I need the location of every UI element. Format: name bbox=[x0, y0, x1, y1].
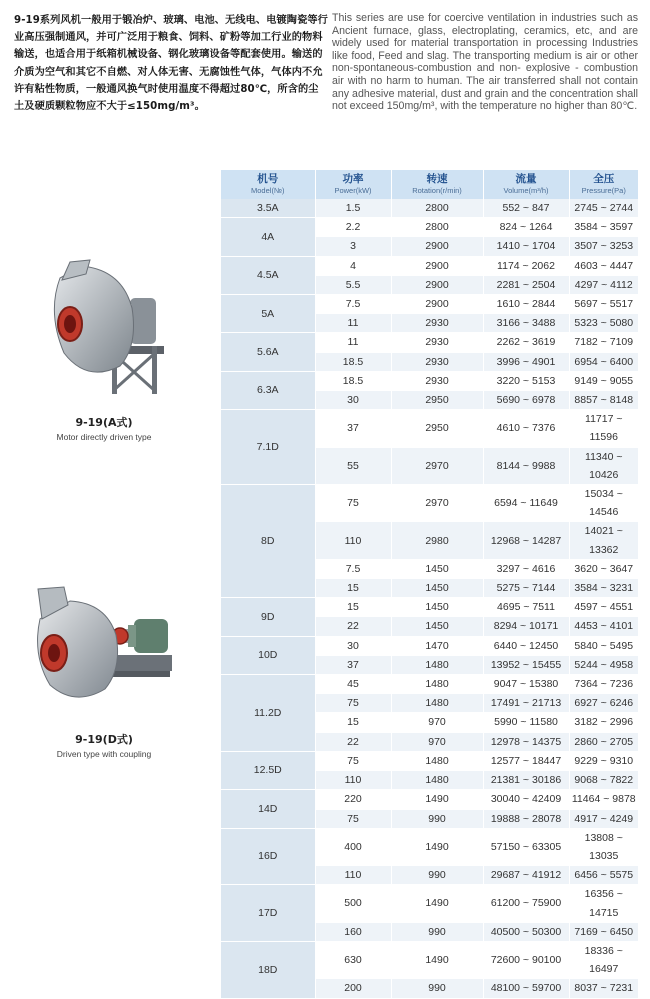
power-cell: 400 bbox=[315, 828, 391, 865]
volume-cell: 1410 ~ 1704 bbox=[483, 237, 569, 256]
volume-cell: 57150 ~ 63305 bbox=[483, 828, 569, 865]
fan-d-model: 9-19(D式) bbox=[75, 733, 133, 746]
rotation-cell: 2970 bbox=[391, 447, 483, 484]
rotation-cell: 990 bbox=[391, 922, 483, 941]
header-pressure bbox=[569, 170, 638, 199]
power-cell: 110 bbox=[315, 771, 391, 790]
rotation-cell: 2800 bbox=[391, 218, 483, 237]
table-row bbox=[221, 199, 638, 218]
header-rotation-en: Rotation(r/min) bbox=[412, 185, 462, 195]
volume-cell: 5690 ~ 6978 bbox=[483, 391, 569, 410]
volume-cell: 12577 ~ 18447 bbox=[483, 751, 569, 770]
table-row bbox=[221, 675, 638, 694]
rotation-cell: 2900 bbox=[391, 295, 483, 314]
pressure-cell: 16356 ~ 14715 bbox=[569, 885, 638, 922]
header-power-en: Power(kW) bbox=[334, 185, 372, 195]
table-row bbox=[221, 410, 638, 447]
power-cell: 22 bbox=[315, 732, 391, 751]
volume-cell: 13952 ~ 15455 bbox=[483, 655, 569, 674]
power-cell: 22 bbox=[315, 617, 391, 636]
fan-a-caption bbox=[19, 414, 189, 442]
header-power-cn: 功率 bbox=[342, 172, 364, 185]
rotation-cell: 1480 bbox=[391, 655, 483, 674]
pressure-cell: 3182 ~ 2996 bbox=[569, 713, 638, 732]
rotation-cell: 1490 bbox=[391, 828, 483, 865]
volume-cell: 4610 ~ 7376 bbox=[483, 410, 569, 447]
table-row bbox=[221, 885, 638, 922]
pressure-cell: 5323 ~ 5080 bbox=[569, 314, 638, 333]
header-model-cn: 机号 bbox=[257, 172, 279, 185]
model-cell: 5.6A bbox=[221, 333, 315, 371]
table-row bbox=[221, 371, 638, 390]
table-row bbox=[221, 333, 638, 352]
table-row bbox=[221, 295, 638, 314]
header-pressure-en: Pressure(Pa) bbox=[581, 185, 626, 195]
volume-cell: 8294 ~ 10171 bbox=[483, 617, 569, 636]
fan-d-caption bbox=[19, 731, 189, 759]
rotation-cell: 1450 bbox=[391, 579, 483, 598]
pressure-cell: 3507 ~ 3253 bbox=[569, 237, 638, 256]
pressure-cell: 8857 ~ 8148 bbox=[569, 391, 638, 410]
power-cell: 37 bbox=[315, 655, 391, 674]
volume-cell: 3996 ~ 4901 bbox=[483, 352, 569, 371]
volume-cell: 8144 ~ 9988 bbox=[483, 447, 569, 484]
volume-cell: 48100 ~ 59700 bbox=[483, 979, 569, 998]
fan-a-image bbox=[42, 258, 172, 398]
volume-cell: 19888 ~ 28078 bbox=[483, 809, 569, 828]
power-cell: 2.2 bbox=[315, 218, 391, 237]
model-cell: 5A bbox=[221, 295, 315, 333]
volume-cell: 2281 ~ 2504 bbox=[483, 275, 569, 294]
power-cell: 11 bbox=[315, 333, 391, 352]
model-cell: 8D bbox=[221, 485, 315, 598]
model-cell: 3.5A bbox=[221, 199, 315, 218]
model-cell: 12.5D bbox=[221, 751, 315, 789]
power-cell: 630 bbox=[315, 941, 391, 978]
intro-english: This series are use for coercive ventilation in industries such as Ancient furnace, glass, electroplating, ceramics, etc, and are widely used for material transportation in processing Industries like food, Feed and slag. The transporting medium is air or other non-spontaneous-combustion and non- explosive - combustion air with no harm to human. The air transferred shall not contain any adhesive material, dust and grain and the concentration shall not exceed 150mg/m³, with the temperature no higher than 80℃. bbox=[332, 12, 638, 113]
volume-cell: 6594 ~ 11649 bbox=[483, 485, 569, 522]
table-row bbox=[221, 941, 638, 978]
volume-cell: 40500 ~ 50300 bbox=[483, 922, 569, 941]
rotation-cell: 1490 bbox=[391, 941, 483, 978]
pressure-cell: 5840 ~ 5495 bbox=[569, 636, 638, 655]
table-row bbox=[221, 828, 638, 865]
power-cell: 18.5 bbox=[315, 371, 391, 390]
power-cell: 75 bbox=[315, 751, 391, 770]
model-cell: 18D bbox=[221, 941, 315, 998]
fan-d-desc: Driven type with coupling bbox=[56, 749, 152, 759]
volume-cell: 3220 ~ 5153 bbox=[483, 371, 569, 390]
volume-cell: 5275 ~ 7144 bbox=[483, 579, 569, 598]
power-cell: 110 bbox=[315, 866, 391, 885]
rotation-cell: 990 bbox=[391, 866, 483, 885]
model-cell: 14D bbox=[221, 790, 315, 828]
pressure-cell: 9229 ~ 9310 bbox=[569, 751, 638, 770]
rotation-cell: 2900 bbox=[391, 237, 483, 256]
pressure-cell: 5244 ~ 4958 bbox=[569, 655, 638, 674]
pressure-cell: 11717 ~ 11596 bbox=[569, 410, 638, 447]
power-cell: 200 bbox=[315, 979, 391, 998]
header-pressure-cn: 全压 bbox=[593, 172, 615, 185]
header-model-en: Model(№) bbox=[251, 185, 285, 195]
rotation-cell: 1480 bbox=[391, 694, 483, 713]
power-cell: 160 bbox=[315, 922, 391, 941]
rotation-cell: 990 bbox=[391, 809, 483, 828]
pressure-cell: 5697 ~ 5517 bbox=[569, 295, 638, 314]
pressure-cell: 8037 ~ 7231 bbox=[569, 979, 638, 998]
rotation-cell: 1450 bbox=[391, 559, 483, 578]
volume-cell: 824 ~ 1264 bbox=[483, 218, 569, 237]
intro-chinese: 9-19系列风机一般用于锻冶炉、玻璃、电池、无线电、电镀陶瓷等行业高压强制通风，并可广泛用于粮食、饲料、矿粉等加工行业的物料输送，也适合用于纸箱机械设备、钢化玻璃设备等配套使用。输送的介质为空气和其它不自燃、对人体无害、无腐蚀性气体，气体内不允许有粘性物质，一般通风换气时使用温度不得超过80℃，所含的尘土及硬质颗粒物应不大于≤150mg/m³。 bbox=[14, 15, 328, 113]
pressure-cell: 6927 ~ 6246 bbox=[569, 694, 638, 713]
header-volume-cn: 流量 bbox=[515, 172, 537, 185]
power-cell: 3 bbox=[315, 237, 391, 256]
fan-a-model: 9-19(A式) bbox=[75, 416, 133, 429]
rotation-cell: 2950 bbox=[391, 391, 483, 410]
volume-cell: 1174 ~ 2062 bbox=[483, 256, 569, 275]
volume-cell: 1610 ~ 2844 bbox=[483, 295, 569, 314]
rotation-cell: 2930 bbox=[391, 352, 483, 371]
table-row bbox=[221, 256, 638, 275]
rotation-cell: 2800 bbox=[391, 199, 483, 218]
fan-a-desc: Motor directly driven type bbox=[56, 432, 152, 442]
rotation-cell: 1480 bbox=[391, 675, 483, 694]
pressure-cell: 3584 ~ 3597 bbox=[569, 218, 638, 237]
volume-cell: 12978 ~ 14375 bbox=[483, 732, 569, 751]
rotation-cell: 990 bbox=[391, 979, 483, 998]
fan-d-image bbox=[30, 585, 180, 710]
rotation-cell: 2980 bbox=[391, 522, 483, 559]
pressure-cell: 4597 ~ 4551 bbox=[569, 598, 638, 617]
model-cell: 16D bbox=[221, 828, 315, 885]
pressure-cell: 3620 ~ 3647 bbox=[569, 559, 638, 578]
pressure-cell: 18336 ~ 16497 bbox=[569, 941, 638, 978]
header-rotation-cn: 转速 bbox=[426, 172, 448, 185]
volume-cell: 12968 ~ 14287 bbox=[483, 522, 569, 559]
power-cell: 220 bbox=[315, 790, 391, 809]
volume-cell: 72600 ~ 90100 bbox=[483, 941, 569, 978]
power-cell: 5.5 bbox=[315, 275, 391, 294]
rotation-cell: 2900 bbox=[391, 256, 483, 275]
model-cell: 4A bbox=[221, 218, 315, 256]
pressure-cell: 9068 ~ 7822 bbox=[569, 771, 638, 790]
rotation-cell: 1480 bbox=[391, 771, 483, 790]
pressure-cell: 11340 ~ 10426 bbox=[569, 447, 638, 484]
volume-cell: 29687 ~ 41912 bbox=[483, 866, 569, 885]
model-cell: 7.1D bbox=[221, 410, 315, 485]
power-cell: 30 bbox=[315, 391, 391, 410]
power-cell: 55 bbox=[315, 447, 391, 484]
table-row bbox=[221, 598, 638, 617]
pressure-cell: 7182 ~ 7109 bbox=[569, 333, 638, 352]
header-rotation bbox=[391, 170, 483, 199]
power-cell: 75 bbox=[315, 809, 391, 828]
rotation-cell: 1450 bbox=[391, 598, 483, 617]
pressure-cell: 7169 ~ 6450 bbox=[569, 922, 638, 941]
model-cell: 6.3A bbox=[221, 371, 315, 409]
pressure-cell: 13808 ~ 13035 bbox=[569, 828, 638, 865]
rotation-cell: 2930 bbox=[391, 314, 483, 333]
power-cell: 7.5 bbox=[315, 559, 391, 578]
volume-cell: 3166 ~ 3488 bbox=[483, 314, 569, 333]
rotation-cell: 2900 bbox=[391, 275, 483, 294]
pressure-cell: 7364 ~ 7236 bbox=[569, 675, 638, 694]
spec-header-row bbox=[221, 170, 638, 199]
header-model bbox=[221, 170, 315, 199]
table-row bbox=[221, 485, 638, 522]
power-cell: 15 bbox=[315, 579, 391, 598]
volume-cell: 552 ~ 847 bbox=[483, 199, 569, 218]
rotation-cell: 970 bbox=[391, 732, 483, 751]
model-cell: 9D bbox=[221, 598, 315, 636]
power-cell: 15 bbox=[315, 713, 391, 732]
power-cell: 500 bbox=[315, 885, 391, 922]
spec-table bbox=[221, 170, 638, 999]
pressure-cell: 4453 ~ 4101 bbox=[569, 617, 638, 636]
pressure-cell: 3584 ~ 3231 bbox=[569, 579, 638, 598]
pressure-cell: 6954 ~ 6400 bbox=[569, 352, 638, 371]
power-cell: 7.5 bbox=[315, 295, 391, 314]
pressure-cell: 2860 ~ 2705 bbox=[569, 732, 638, 751]
pressure-cell: 4917 ~ 4249 bbox=[569, 809, 638, 828]
volume-cell: 5990 ~ 11580 bbox=[483, 713, 569, 732]
volume-cell: 61200 ~ 75900 bbox=[483, 885, 569, 922]
rotation-cell: 1480 bbox=[391, 751, 483, 770]
rotation-cell: 1490 bbox=[391, 790, 483, 809]
rotation-cell: 970 bbox=[391, 713, 483, 732]
rotation-cell: 1450 bbox=[391, 617, 483, 636]
spec-body bbox=[221, 199, 638, 998]
table-row bbox=[221, 218, 638, 237]
rotation-cell: 2970 bbox=[391, 485, 483, 522]
power-cell: 110 bbox=[315, 522, 391, 559]
pressure-cell: 4297 ~ 4112 bbox=[569, 275, 638, 294]
pressure-cell: 4603 ~ 4447 bbox=[569, 256, 638, 275]
pressure-cell: 2745 ~ 2744 bbox=[569, 199, 638, 218]
power-cell: 45 bbox=[315, 675, 391, 694]
header-power bbox=[315, 170, 391, 199]
model-cell: 11.2D bbox=[221, 675, 315, 752]
power-cell: 75 bbox=[315, 485, 391, 522]
power-cell: 15 bbox=[315, 598, 391, 617]
power-cell: 4 bbox=[315, 256, 391, 275]
volume-cell: 9047 ~ 15380 bbox=[483, 675, 569, 694]
power-cell: 11 bbox=[315, 314, 391, 333]
pressure-cell: 11464 ~ 9878 bbox=[569, 790, 638, 809]
table-row bbox=[221, 636, 638, 655]
pressure-cell: 14021 ~ 13362 bbox=[569, 522, 638, 559]
rotation-cell: 1470 bbox=[391, 636, 483, 655]
model-cell: 17D bbox=[221, 885, 315, 942]
power-cell: 30 bbox=[315, 636, 391, 655]
rotation-cell: 1490 bbox=[391, 885, 483, 922]
model-cell: 10D bbox=[221, 636, 315, 674]
pressure-cell: 9149 ~ 9055 bbox=[569, 371, 638, 390]
power-cell: 1.5 bbox=[315, 199, 391, 218]
power-cell: 75 bbox=[315, 694, 391, 713]
volume-cell: 21381 ~ 30186 bbox=[483, 771, 569, 790]
header-volume bbox=[483, 170, 569, 199]
rotation-cell: 2930 bbox=[391, 371, 483, 390]
pressure-cell: 6456 ~ 5575 bbox=[569, 866, 638, 885]
power-cell: 18.5 bbox=[315, 352, 391, 371]
volume-cell: 30040 ~ 42409 bbox=[483, 790, 569, 809]
pressure-cell: 15034 ~ 14546 bbox=[569, 485, 638, 522]
volume-cell: 6440 ~ 12450 bbox=[483, 636, 569, 655]
volume-cell: 4695 ~ 7511 bbox=[483, 598, 569, 617]
rotation-cell: 2950 bbox=[391, 410, 483, 447]
volume-cell: 2262 ~ 3619 bbox=[483, 333, 569, 352]
table-row bbox=[221, 751, 638, 770]
model-cell: 4.5A bbox=[221, 256, 315, 294]
table-row bbox=[221, 790, 638, 809]
volume-cell: 3297 ~ 4616 bbox=[483, 559, 569, 578]
volume-cell: 17491 ~ 21713 bbox=[483, 694, 569, 713]
header-volume-en: Volume(m³/h) bbox=[503, 185, 549, 195]
rotation-cell: 2930 bbox=[391, 333, 483, 352]
power-cell: 37 bbox=[315, 410, 391, 447]
